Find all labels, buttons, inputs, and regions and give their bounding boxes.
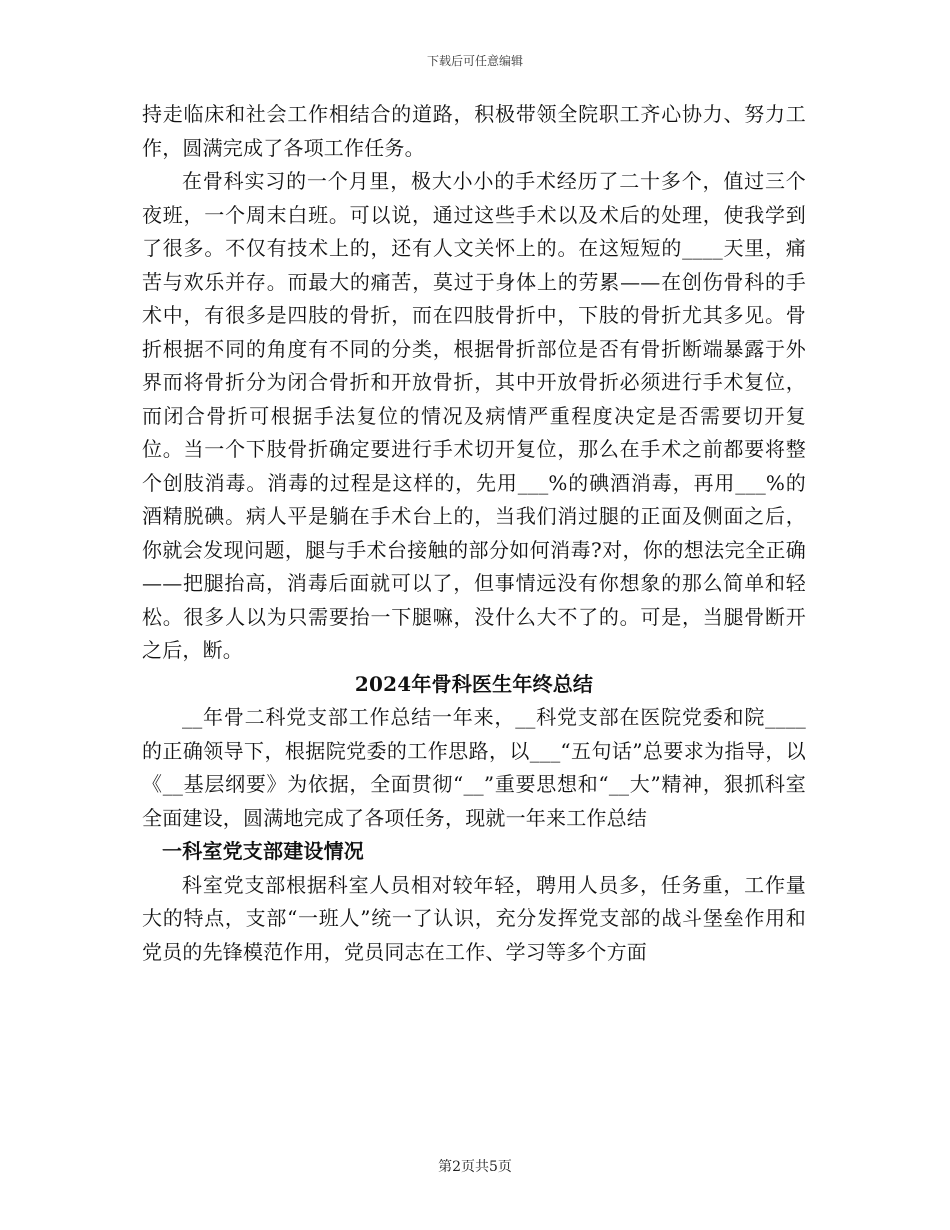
section-heading: 一科室党支部建设情况 <box>162 839 364 863</box>
document-body <box>142 98 806 969</box>
page-number: 第2页共5页 <box>438 1159 512 1175</box>
paragraph-intro: __年骨二科党支部工作总结一年来，__科党支部在医院党委和院____的正确领导下，根据院党委的工作思路，以___“五句话”总要求为指导，以《__基层纲要》为依据，全面贯彻“__”重要思想和“__大”精神，狠抓科室全面建设，圆满地完成了各项任务，现就一年来工作总结 <box>142 705 806 830</box>
document-title: 2024年骨科医生年终总结 <box>354 671 594 696</box>
paragraph-orthopedics-internship: 在骨科实习的一个月里，极大小小的手术经历了二十多个，值过三个夜班，一个周末白班。可以说，通过这些手术以及术后的处理，使我学到了很多。不仅有技术上的，还有人文关怀上的。在这短短的____天里，痛苦与欢乐并存。而最大的痛苦，莫过于身体上的劳累——在创伤骨科的手术中，有很多是四肢的骨折，而在四肢骨折中，下肢的骨折尤其多见。骨折根据不同的角度有不同的分类，根据骨折部位是否有骨折断端暴露于外界而将骨折分为闭合骨折和开放骨折，其中开放骨折必须进行手术复位，而闭合骨折可根据手法复位的情况及病情严重程度决定是否需要切开复位。当一个下肢骨折确定要进行手术切开复位，那么在手术之前都要将整个创肢消毒。消毒的过程是这样的，先用___%的碘酒消毒，再用___%的酒精脱碘。病人平是躺在手术台上的，当我们消过腿的正面及侧面之后，你就会发现问题，腿与手术台接触的部分如何消毒?对，你的想法完全正确——把腿抬高，消毒后面就可以了，但事情远没有你想象的那么简单和轻松。很多人以为只需要抬一下腿嘛，没什么大不了的。可是，当腿骨断开之后，断。 <box>142 169 806 662</box>
page-header-note: 下载后可任意编辑 <box>426 54 523 68</box>
paragraph-continued: 持走临床和社会工作相结合的道路，积极带领全院职工齐心协力、努力工作，圆满完成了各项工作任务。 <box>142 102 806 160</box>
paragraph-section: 科室党支部根据科室人员相对较年轻，聘用人员多，任务重，工作量大的特点，支部“一班人”统一了认识，充分发挥党支部的战斗堡垒作用和党员的先锋模范作用，党员同志在工作、学习等多个方面 <box>142 872 806 964</box>
